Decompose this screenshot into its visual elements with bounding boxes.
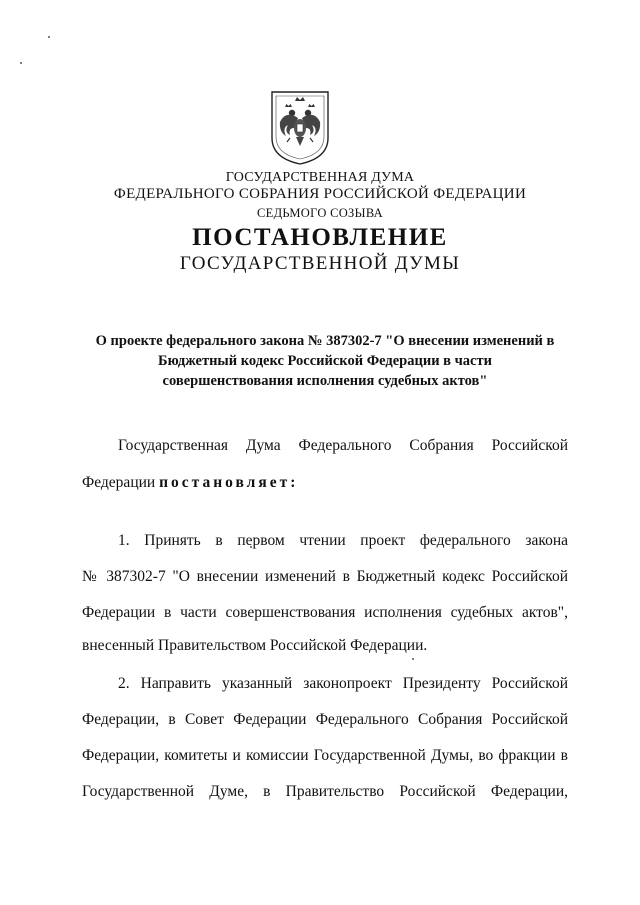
document-title: ПОСТАНОВЛЕНИЕ bbox=[192, 224, 448, 251]
scan-speck bbox=[48, 36, 50, 38]
scan-speck bbox=[412, 658, 414, 660]
header-line-convocation: СЕДЬМОГО СОЗЫВА bbox=[257, 206, 383, 220]
paragraph-2-line: 2. Направить указанный законопроект Президенту Российской bbox=[118, 675, 568, 692]
paragraph-2-line: Государственной Думе, в Правительство Российской Федерации, bbox=[82, 783, 568, 800]
header-line-federal-assembly: ФЕДЕРАЛЬНОГО СОБРАНИЯ РОССИЙСКОЙ ФЕДЕРАЦИИ bbox=[113, 186, 527, 202]
intro-line-verb bbox=[82, 474, 568, 492]
intro-line: Государственная Дума Федерального Собрания Российской bbox=[118, 437, 568, 454]
paragraph-1-line: № 387302-7 "О внесении изменений в Бюджетный кодекс Российской bbox=[82, 568, 568, 585]
paragraph-2-line: Федерации, в Совет Федерации Федерального Собрания Российской bbox=[82, 711, 568, 728]
paragraph-1-line: внесенный Правительством Российской Федерации. bbox=[82, 637, 428, 654]
paragraph-2-line: Федерации, комитеты и комиссии Государственной Думы, во фракции в bbox=[82, 747, 568, 764]
intro-prefix: Федерации bbox=[82, 474, 160, 491]
coat-of-arms-emblem bbox=[268, 88, 332, 166]
subject-line: совершенствования исполнения судебных актов" bbox=[162, 373, 488, 389]
resolution-verb: постановляет: bbox=[159, 474, 299, 491]
scan-speck bbox=[20, 62, 22, 64]
paragraph-1-line: 1. Принять в первом чтении проект федерального закона bbox=[118, 532, 568, 549]
document-subtitle: ГОСУДАРСТВЕННОЙ ДУМЫ bbox=[179, 253, 461, 274]
resolution-subject bbox=[80, 331, 570, 391]
header-line-duma: ГОСУДАРСТВЕННАЯ ДУМА bbox=[225, 170, 415, 185]
subject-line: О проекте федерального закона № 387302-7 "О внесении изменений в bbox=[95, 333, 555, 349]
paragraph-1-line: Федерации в части совершенствования исполнения судебных актов", bbox=[82, 604, 568, 621]
subject-line: Бюджетный кодекс Российской Федерации в части bbox=[158, 353, 492, 369]
